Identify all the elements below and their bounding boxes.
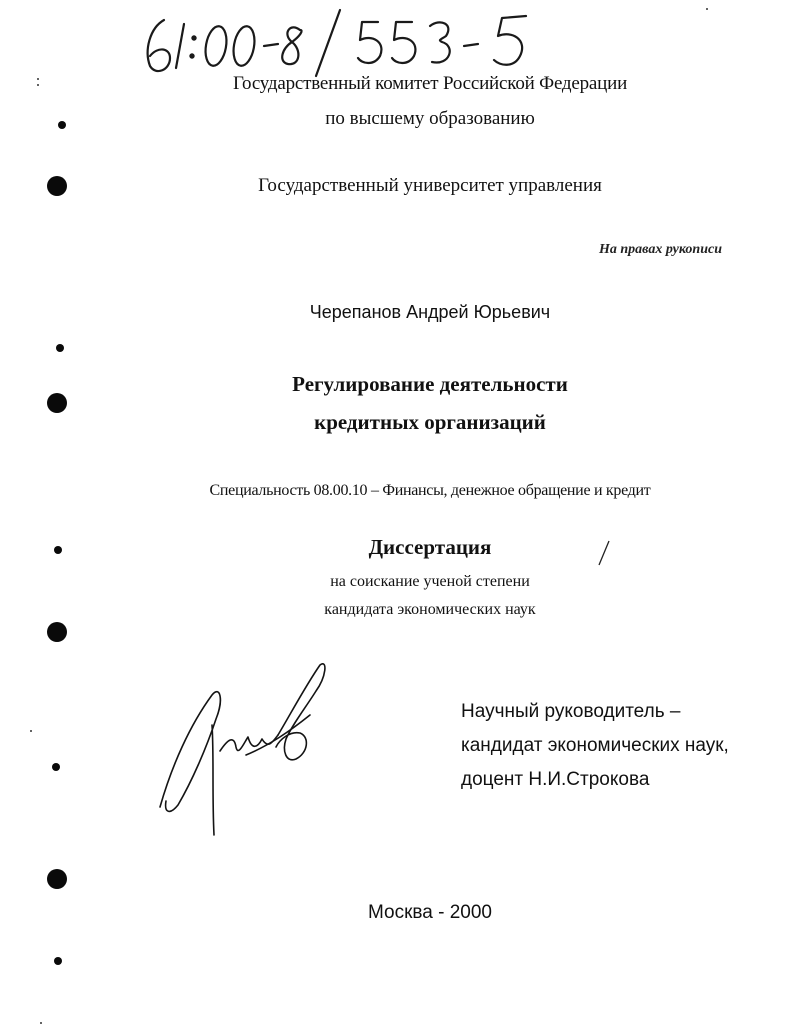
specialty-line: Специальность 08.00.10 – Финансы, денежное обращение и кредит (209, 482, 651, 499)
ministry-name-line2: по высшему образованию (325, 108, 535, 129)
ministry-name-line1: Государственный комитет Российской Федерации (232, 73, 628, 94)
scan-speck (30, 730, 32, 732)
scan-speck (37, 84, 39, 86)
punch-mark (54, 957, 62, 965)
dissertation-title-line1: Регулирование деятельности (292, 372, 568, 396)
advisor-line2: кандидат экономических наук, (461, 735, 729, 756)
handwritten-archive-number (140, 6, 560, 78)
degree-line2: кандидата экономических наук (324, 601, 536, 618)
scan-speck (37, 78, 39, 80)
rights-note: На правах рукописи (599, 242, 722, 257)
punch-hole (47, 622, 67, 642)
dissertation-title-line2: кредитных организаций (314, 410, 546, 434)
punch-mark (56, 344, 64, 352)
degree-line1: на соискание ученой степени (330, 573, 530, 590)
city-year: Москва - 2000 (367, 902, 493, 923)
punch-hole (47, 393, 67, 413)
advisor-line3: доцент Н.И.Строкова (461, 769, 650, 790)
signature (150, 655, 340, 840)
punch-hole (47, 869, 67, 889)
advisor-line1: Научный руководитель – (461, 701, 681, 722)
work-type-heading: Диссертация (368, 535, 492, 559)
punch-mark (58, 121, 66, 129)
author-name: Черепанов Андрей Юрьевич (309, 302, 551, 322)
scan-speck (706, 8, 708, 10)
pen-slash-mark (594, 538, 614, 568)
punch-hole (47, 176, 67, 196)
scan-speck (40, 1022, 42, 1024)
university-name: Государственный университет управления (258, 175, 602, 196)
punch-mark (54, 546, 62, 554)
punch-mark (52, 763, 60, 771)
